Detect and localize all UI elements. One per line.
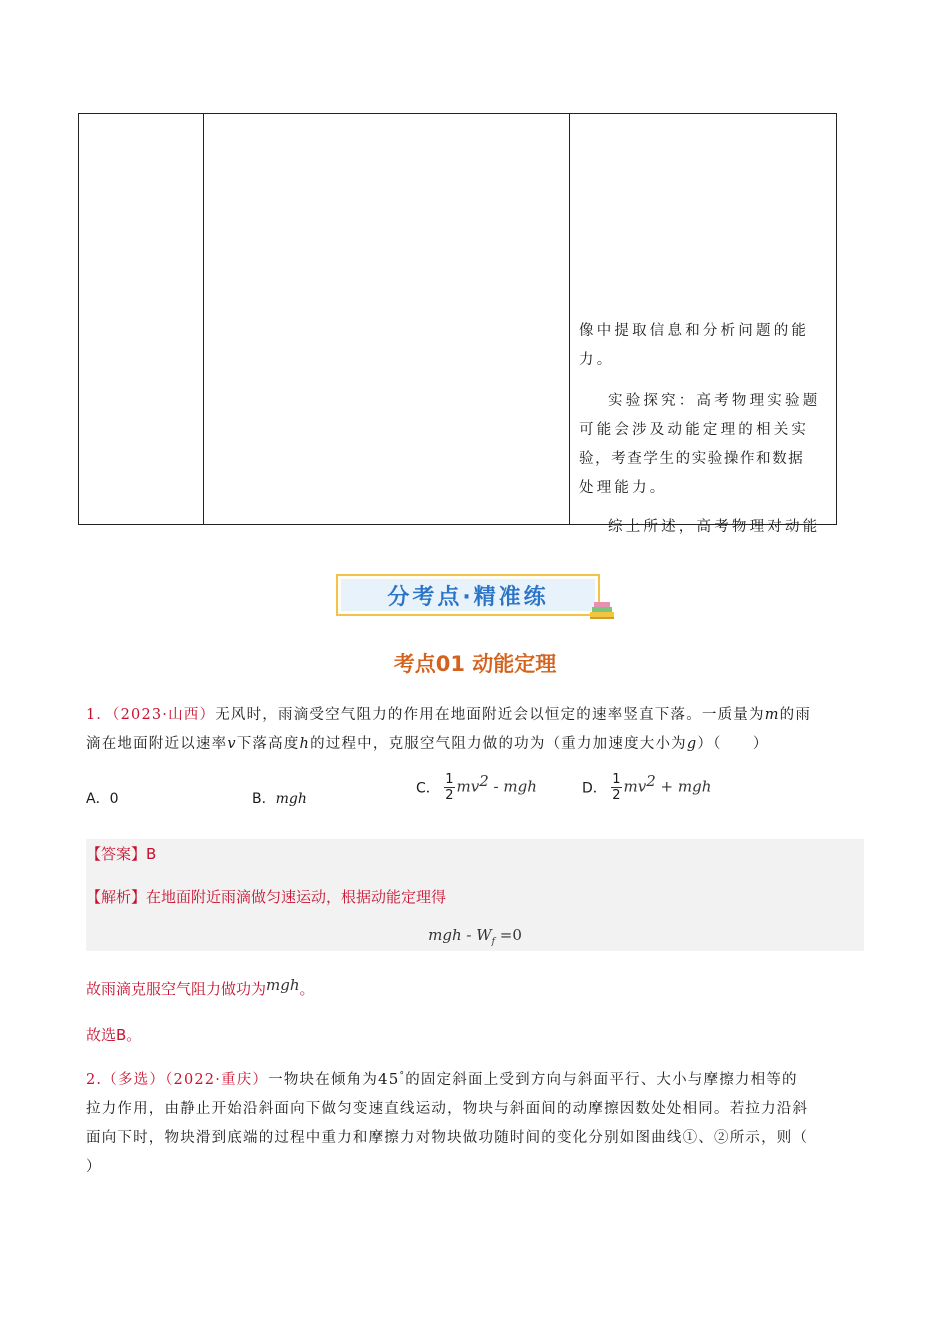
formula: mgh - $W_f =0$ — [428, 926, 522, 947]
question-text: 的过程中，克服空气阻力做的功为（重力加速度大小为 — [310, 736, 687, 752]
variable-h: h — [299, 736, 311, 752]
section-banner — [336, 574, 600, 616]
final-answer: 故选B。 — [86, 1026, 142, 1044]
angle-value: 45 — [378, 1070, 400, 1088]
table-column-divider — [569, 114, 570, 524]
question-number: 2. — [86, 1072, 103, 1088]
cell-line: 力。 — [579, 352, 615, 368]
answer-line: 【答案】B — [86, 845, 157, 863]
conclusion-line: 故雨滴克服空气阻力做功为mgh。 — [86, 976, 315, 998]
banner-title: 分考点·精准练 — [387, 584, 549, 610]
section-title: 考点01 动能定理 — [393, 652, 557, 676]
question-1-line-2 — [86, 732, 769, 753]
option-a[interactable]: A．0 — [86, 791, 119, 807]
table-cell-text — [579, 317, 831, 542]
question-text: 的固定斜面上受到方向与斜面平行、大小与摩擦力相等的 — [405, 1072, 798, 1088]
question-2-line-4: ） — [86, 1159, 102, 1175]
question-text: 滴在地面附近以速率 — [86, 736, 228, 752]
question-number: 1． — [86, 707, 113, 723]
question-2-line-2: 拉力作用，由静止开始沿斜面向下做匀变速直线运动，物块与斜面间的动摩擦因数处处相同。若拉力沿斜 — [86, 1101, 809, 1117]
question-text: 无风时，雨滴受空气阻力的作用在地面附近会以恒定的速率竖直下落。一质量为 — [215, 707, 765, 723]
books-icon — [588, 598, 616, 620]
cell-line: 综上所述，高考物理对动能 — [608, 519, 821, 535]
option-d[interactable]: D． $\frac{1}{2}$ $mv^2$ + mgh — [582, 772, 712, 804]
variable-g: g — [686, 736, 698, 752]
question-text: 一物块在倾角为 — [268, 1072, 379, 1088]
question-2-line-3: 面向下时，物块滑到底端的过程中重力和摩擦力对物块做功随时间的变化分别如图曲线①、②所示，则（ — [86, 1130, 809, 1146]
cell-line: 像中提取信息和分析问题的能 — [579, 323, 810, 339]
question-text: 的雨 — [779, 707, 812, 723]
variable-v: v — [227, 736, 237, 752]
question-1-line-1 — [86, 703, 811, 724]
cell-line: 验，考查学生的实验操作和数据 — [579, 451, 805, 467]
table-column-divider — [203, 114, 204, 524]
question-text: 下落高度 — [236, 736, 300, 752]
option-b[interactable]: B．mgh — [252, 791, 307, 807]
question-2-line-1: 2.（多选）（2022·重庆）一物块在倾角为45°的固定斜面上受到方向与斜面平行、大小与摩擦力相等的 — [86, 1070, 798, 1088]
option-c[interactable]: C． $\frac{1}{2}$ $mv^2$ - mgh — [416, 772, 537, 804]
variable-m: m — [764, 707, 780, 723]
analysis-line: 【解析】在地面附近雨滴做匀速运动，根据动能定理得 — [86, 888, 447, 906]
question-tag: （多选） — [102, 1072, 166, 1088]
question-source: （2023·山西） — [112, 707, 216, 723]
question-text: ）（ ） — [697, 736, 769, 752]
cell-line: 实验探究：高考物理实验题 — [608, 393, 821, 409]
cell-line: 可能会涉及动能定理的相关实 — [579, 422, 810, 438]
cell-line: 处理能力。 — [579, 480, 668, 496]
question-source: （2022·重庆） — [165, 1072, 269, 1088]
